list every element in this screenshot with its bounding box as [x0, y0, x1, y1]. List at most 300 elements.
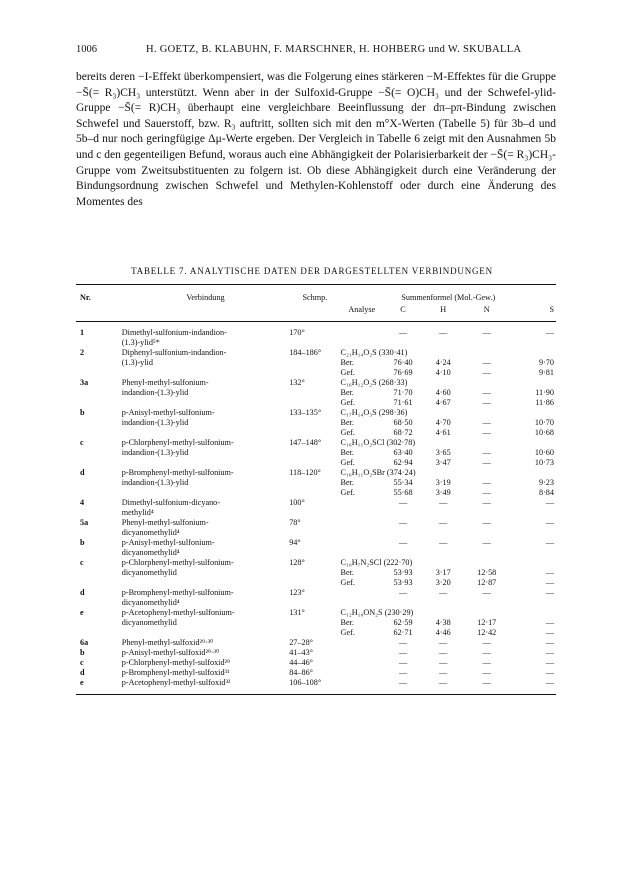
carbon-value: 55·68 — [393, 488, 413, 497]
compound-name: p-Bromphenyl-methyl-sulfonium- — [121, 468, 234, 477]
sulfur-value: — — [545, 498, 554, 507]
row-number — [76, 488, 122, 498]
melting-point — [289, 368, 340, 378]
compound-name: dicyanomethylid — [121, 568, 177, 577]
melting-point: 147–148° — [289, 438, 322, 447]
table-row — [76, 678, 556, 695]
analysis-or-formula — [341, 498, 383, 508]
row-number: d — [80, 668, 85, 677]
row-number: d — [80, 588, 85, 597]
melting-point — [289, 458, 340, 468]
sulfur-value: 10·73 — [534, 458, 554, 467]
melting-point — [289, 338, 340, 348]
row-number — [76, 548, 122, 558]
nitrogen-value: — — [482, 588, 491, 597]
compound-name: Phenyl-methyl-sulfonium- — [121, 518, 209, 527]
nitrogen-value: — — [482, 648, 491, 657]
nitrogen-value: 12·87 — [477, 578, 497, 587]
analysis-or-formula — [341, 548, 383, 558]
row-number — [76, 338, 122, 348]
sulfur-value: — — [545, 648, 554, 657]
melting-point: 41–43° — [289, 648, 313, 657]
nitrogen-value: — — [482, 398, 491, 407]
sulfur-value: 10·60 — [534, 448, 554, 457]
analysis-or-formula — [341, 322, 383, 339]
row-number — [76, 568, 122, 578]
sulfur-value — [510, 598, 556, 608]
hydrogen-value — [423, 338, 463, 348]
row-number — [76, 428, 122, 438]
compound-name: p-Anisyl-methyl-sulfoxid²⁹·³⁰ — [121, 648, 220, 657]
melting-point — [289, 478, 340, 488]
melting-point: 123° — [289, 588, 305, 597]
analysis-or-formula — [341, 518, 383, 528]
hydrogen-value: 4·70 — [435, 418, 451, 427]
melting-point — [289, 488, 340, 498]
row-number — [76, 448, 122, 458]
row-number: b — [80, 648, 85, 657]
melting-point: 44–46° — [289, 658, 313, 667]
carbon-value: — — [398, 658, 408, 667]
compound-name: p-Bromphenyl-methyl-sulfoxid³¹ — [121, 668, 230, 677]
melting-point: 131° — [289, 608, 305, 617]
carbon-value — [383, 548, 423, 558]
table-row — [76, 608, 556, 618]
melting-point — [289, 528, 340, 538]
hydrogen-value — [423, 598, 463, 608]
analysis-or-formula: Ber. — [340, 388, 354, 397]
melting-point: 84–86° — [289, 668, 313, 677]
hydrogen-value: 3·65 — [435, 448, 451, 457]
header-verbindung: Verbindung — [122, 285, 289, 305]
nitrogen-value — [463, 548, 510, 558]
compound-name: p-Chlorphenyl-methyl-sulfoxid²⁹ — [121, 658, 230, 667]
header-s: S — [510, 304, 556, 322]
hydrogen-value: 3·19 — [435, 478, 451, 487]
analysis-or-formula — [341, 538, 383, 548]
hydrogen-value — [423, 508, 463, 518]
sulfur-value: 8·84 — [538, 488, 554, 497]
row-number — [76, 578, 122, 588]
nitrogen-value: — — [482, 368, 491, 377]
sulfur-value: 9·23 — [538, 478, 554, 487]
analysis-or-formula — [341, 598, 383, 608]
compound-name: p-Acetophenyl-methyl-sulfonium- — [121, 608, 235, 617]
row-number: 3a — [80, 378, 89, 387]
melting-point — [289, 598, 340, 608]
sulfur-value — [510, 528, 556, 538]
table-row — [76, 538, 556, 548]
nitrogen-value: — — [482, 498, 491, 507]
melting-point — [289, 628, 340, 638]
melting-point: 27–28° — [289, 638, 313, 647]
hydrogen-value: — — [439, 658, 448, 667]
analysis-or-formula: Ber. — [340, 618, 354, 627]
row-number: d — [80, 468, 85, 477]
sulfur-value: — — [510, 678, 556, 695]
header-c: C — [383, 304, 423, 322]
compound-name: indandion-(1.3)-ylid — [121, 478, 189, 487]
sulfur-value — [510, 338, 556, 348]
sulfur-value: — — [545, 518, 554, 527]
carbon-value: 71·70 — [393, 388, 413, 397]
row-number — [76, 528, 122, 538]
hydrogen-value: — — [439, 648, 448, 657]
hydrogen-value: — — [439, 328, 448, 337]
row-number — [76, 458, 122, 468]
compound-name: indandion-(1.3)-ylid — [121, 388, 189, 397]
header-schmp: Schmp. — [289, 285, 340, 305]
sulfur-value: 11·90 — [535, 388, 554, 397]
nitrogen-value: 12·42 — [477, 628, 497, 637]
row-number — [76, 628, 122, 638]
hydrogen-value: 4·38 — [435, 618, 451, 627]
table-row — [76, 388, 556, 398]
page-number: 1006 — [76, 44, 97, 55]
melting-point: 132° — [289, 378, 305, 387]
melting-point: 128° — [289, 558, 305, 567]
table-row — [76, 658, 556, 668]
compound-name: methylid⁴ — [121, 508, 154, 517]
table-row — [76, 448, 556, 458]
nitrogen-value: — — [482, 638, 491, 647]
melting-point — [289, 398, 340, 408]
carbon-value: — — [398, 668, 408, 677]
nitrogen-value: 12·58 — [477, 568, 497, 577]
row-number: b — [80, 408, 85, 417]
sulfur-value: 10·68 — [534, 428, 554, 437]
table-body — [76, 322, 556, 695]
row-number: 6a — [80, 638, 89, 647]
compound-name — [122, 488, 289, 498]
compound-name: Phenyl-methyl-sulfoxid²⁹·³⁰ — [121, 638, 214, 647]
table-row — [76, 618, 556, 628]
melting-point: 133–135° — [289, 408, 322, 417]
table-row — [76, 498, 556, 508]
table-row — [76, 588, 556, 598]
analysis-or-formula — [341, 528, 383, 538]
nitrogen-value — [463, 528, 510, 538]
carbon-value: — — [398, 328, 408, 337]
hydrogen-value: 4·61 — [435, 428, 451, 437]
carbon-value: 62·71 — [393, 628, 413, 637]
hydrogen-value: 4·10 — [435, 368, 451, 377]
melting-point: 170° — [289, 328, 305, 337]
table-row — [76, 458, 556, 468]
table-row — [76, 368, 556, 378]
table-row — [76, 508, 556, 518]
table-row — [76, 338, 556, 348]
carbon-value — [383, 598, 423, 608]
carbon-value: — — [383, 678, 423, 695]
row-number — [76, 478, 122, 488]
sulfur-value — [510, 548, 556, 558]
analysis-or-formula: Gef. — [340, 628, 355, 637]
table-row — [76, 398, 556, 408]
header-nr: Nr. — [76, 285, 122, 305]
sulfur-value: — — [545, 628, 554, 637]
table-row — [76, 578, 556, 588]
sulfur-value — [510, 508, 556, 518]
melting-point — [289, 418, 340, 428]
melting-point — [289, 428, 340, 438]
hydrogen-value: 3·20 — [435, 578, 451, 587]
hydrogen-value: 3·17 — [435, 568, 451, 577]
row-number — [76, 618, 122, 628]
compound-name — [122, 368, 289, 378]
nitrogen-value: 12·17 — [477, 618, 497, 627]
sulfur-value: — — [545, 638, 554, 647]
compound-name — [122, 628, 289, 638]
analysis-or-formula: C₁₇H₁₄O₃S (298·36) — [340, 408, 408, 417]
nitrogen-value: — — [482, 538, 491, 547]
nitrogen-value: — — [482, 448, 491, 457]
analysis-or-formula — [341, 588, 383, 598]
table-row — [76, 518, 556, 528]
row-number — [76, 368, 122, 378]
compound-name: (1.3)-ylid — [121, 358, 153, 367]
table-row — [76, 528, 556, 538]
nitrogen-value: — — [482, 388, 491, 397]
compound-name: p-Anisyl-methyl-sulfonium- — [121, 538, 215, 547]
hydrogen-value: — — [439, 498, 448, 507]
table-row — [76, 378, 556, 388]
melting-point: 100° — [289, 498, 305, 507]
hydrogen-value: — — [439, 518, 448, 527]
row-number: 5a — [80, 518, 89, 527]
row-number — [76, 398, 122, 408]
melting-point — [289, 448, 340, 458]
hydrogen-value — [423, 548, 463, 558]
body-paragraph: bereits deren −I-Effekt überkompensiert, was die Folgerung eines stärkeren −M-Effektes für die Gruppe −S̄(= R₃)CH₃ unterstützt. Wenn aber in der Sulfoxid-Gruppe −S̄(= O)CH₃ und der Schwefel-ylid-Gruppe −S̄(= R)CH₃ überhaupt eine vergleichbare Beeinflussung der dπ–pπ-Bindung zwischen Schwefel und Sauerstoff, bzw. R₃ auftritt, sollten sich mit den m°X-Werten (Tabelle 5) für 3b–d und 5b–d nur noch geringfügige Δμ-Werte ergeben. Der Vergleich in Tabelle 6 zeigt mit den Ausnahmen 5b und c den gegenteiligen Befund, woraus auch eine Abhängigkeit der Polarisierbarkeit der −S̄(= R₃)CH₃-Gruppe vom Zweitsubstituenten zu folgern ist. Ob diese Abhängigkeit durch eine Veränderung der Bindungsordnung zwischen Schwefel und Methylen-Kohlenstoff oder durch eine Änderung des Momentes des — [76, 71, 556, 208]
analysis-or-formula — [341, 668, 383, 678]
analysis-or-formula: Gef. — [340, 368, 355, 377]
carbon-value: 62·94 — [393, 458, 413, 467]
hydrogen-value: — — [439, 588, 448, 597]
carbon-value: 55·34 — [393, 478, 413, 487]
row-number — [76, 418, 122, 428]
nitrogen-value: — — [482, 668, 491, 677]
nitrogen-value: — — [482, 488, 491, 497]
carbon-value: 68·72 — [393, 428, 413, 437]
analysis-or-formula: C₁₂H₁₀ON₂S (230·29) — [340, 608, 414, 617]
melting-point — [289, 358, 340, 368]
table-row — [76, 648, 556, 658]
melting-point — [289, 548, 340, 558]
carbon-value: — — [398, 638, 408, 647]
table-row — [76, 438, 556, 448]
row-number: c — [80, 438, 84, 447]
carbon-value: — — [398, 588, 408, 597]
carbon-value — [383, 528, 423, 538]
hydrogen-value: 4·46 — [435, 628, 451, 637]
carbon-value: — — [398, 648, 408, 657]
table-row — [76, 488, 556, 498]
analysis-or-formula: Ber. — [340, 418, 354, 427]
row-number: e — [76, 678, 122, 695]
nitrogen-value — [463, 598, 510, 608]
compound-name: p-Chlorphenyl-methyl-sulfonium- — [121, 438, 234, 447]
table-row — [76, 358, 556, 368]
analysis-or-formula: Gef. — [340, 398, 355, 407]
table-row — [76, 428, 556, 438]
carbon-value: 71·61 — [393, 398, 413, 407]
compound-name: Phenyl-methyl-sulfonium- — [121, 378, 209, 387]
compound-name: dicyanomethylid⁴ — [121, 598, 180, 607]
compound-name — [122, 458, 289, 468]
header-analyse: Analyse — [341, 304, 383, 322]
melting-point: 184–186° — [289, 348, 322, 357]
compound-name: (1.3)-ylid⁵* — [121, 338, 160, 347]
sulfur-value: 9·81 — [538, 368, 554, 377]
sulfur-value: 9·70 — [538, 358, 554, 367]
compound-name: Diphenyl-sulfonium-indandion- — [121, 348, 227, 357]
analysis-or-formula: Gef. — [340, 578, 355, 587]
carbon-value: 63·40 — [393, 448, 413, 457]
table-row — [76, 468, 556, 478]
compound-name: Dimethyl-sulfonium-indandion- — [121, 328, 227, 337]
hydrogen-value: 4·60 — [435, 388, 451, 397]
analysis-or-formula: Ber. — [340, 478, 354, 487]
header-n: N — [463, 304, 510, 322]
row-number — [76, 508, 122, 518]
table-row — [76, 322, 556, 339]
compound-name: p-Acetophenyl-methyl-sulfoxid³² — [122, 678, 289, 695]
sulfur-value: 11·86 — [535, 398, 554, 407]
hydrogen-value — [423, 528, 463, 538]
nitrogen-value — [463, 338, 510, 348]
melting-point — [289, 618, 340, 628]
table-row — [76, 348, 556, 358]
hydrogen-value: — — [423, 678, 463, 695]
carbon-value: 53·93 — [393, 578, 413, 587]
carbon-value: — — [398, 498, 408, 507]
table-row — [76, 638, 556, 648]
table-row — [76, 548, 556, 558]
row-number: b — [80, 538, 85, 547]
melting-point — [289, 388, 340, 398]
carbon-value: 62·59 — [393, 618, 413, 627]
melting-point: 94° — [289, 538, 301, 547]
sulfur-value: — — [545, 588, 554, 597]
compound-name — [122, 428, 289, 438]
carbon-value: 76·40 — [393, 358, 413, 367]
carbon-value: 53·93 — [393, 568, 413, 577]
table-row — [76, 668, 556, 678]
nitrogen-value: — — [482, 328, 491, 337]
nitrogen-value: — — [482, 458, 491, 467]
compound-name: dicyanomethylid⁴ — [121, 528, 180, 537]
table-caption: TABELLE 7. ANALYTISCHE DATEN DER DARGESTELLTEN VERBINDUNGEN — [131, 266, 493, 276]
header-summenformel: Summenformel (Mol.-Gew.) — [341, 285, 556, 305]
compound-name: p-Anisyl-methyl-sulfonium- — [121, 408, 215, 417]
analysis-or-formula: C₁₆H₁₁O₂SCl (302·78) — [340, 438, 416, 447]
melting-point — [289, 508, 340, 518]
melting-point: 118–120° — [289, 468, 321, 477]
carbon-value: — — [398, 538, 408, 547]
analysis-or-formula: Ber. — [340, 568, 354, 577]
melting-point: 106–108° — [289, 678, 340, 695]
analysis-or-formula: Gef. — [340, 488, 355, 497]
nitrogen-value: — — [482, 428, 491, 437]
table-row — [76, 558, 556, 568]
sulfur-value: — — [545, 568, 554, 577]
analysis-or-formula: Gef. — [340, 458, 355, 467]
nitrogen-value: — — [482, 478, 491, 487]
analysis-or-formula: Gef. — [340, 428, 355, 437]
sulfur-value: — — [545, 658, 554, 667]
table-row — [76, 628, 556, 638]
nitrogen-value — [463, 508, 510, 518]
compound-name: dicyanomethylid — [121, 618, 177, 627]
sulfur-value: — — [545, 578, 554, 587]
analysis-table — [76, 284, 556, 695]
carbon-value: 68·50 — [393, 418, 413, 427]
author-line: H. GOETZ, B. KLABUHN, F. MARSCHNER, H. HOHBERG und W. SKUBALLA — [146, 44, 522, 55]
analysis-or-formula — [341, 658, 383, 668]
nitrogen-value: — — [482, 418, 491, 427]
compound-name: dicyanomethylid⁴ — [121, 548, 180, 557]
carbon-value — [383, 338, 423, 348]
sulfur-value: 10·70 — [534, 418, 554, 427]
hydrogen-value: 3·49 — [435, 488, 451, 497]
compound-name — [122, 398, 289, 408]
compound-name: p-Chlorphenyl-methyl-sulfonium- — [121, 558, 234, 567]
analysis-or-formula: Ber. — [340, 448, 354, 457]
melting-point: 78° — [289, 518, 301, 527]
analysis-or-formula — [341, 678, 383, 695]
analysis-or-formula: C₁₀H₇N₂SCl (222·70) — [340, 558, 413, 567]
sulfur-value: — — [545, 668, 554, 677]
row-number — [76, 358, 122, 368]
analysis-or-formula — [341, 338, 383, 348]
row-number: c — [80, 558, 84, 567]
analysis-or-formula — [341, 648, 383, 658]
melting-point — [289, 578, 340, 588]
hydrogen-value: — — [439, 538, 448, 547]
melting-point — [289, 568, 340, 578]
analysis-or-formula — [341, 638, 383, 648]
sulfur-value: — — [545, 618, 554, 627]
row-number: 2 — [80, 348, 85, 357]
hydrogen-value: — — [439, 638, 448, 647]
row-number: 4 — [80, 498, 85, 507]
nitrogen-value: — — [463, 678, 510, 695]
carbon-value: 76·69 — [393, 368, 413, 377]
analysis-or-formula: Ber. — [340, 358, 354, 367]
nitrogen-value: — — [482, 658, 491, 667]
hydrogen-value: 3·47 — [435, 458, 451, 467]
sulfur-value: — — [545, 538, 554, 547]
table-row — [76, 408, 556, 418]
row-number — [76, 598, 122, 608]
analysis-or-formula: C₂₁H₁₄O₂S (330·41) — [340, 348, 408, 357]
table-row — [76, 418, 556, 428]
compound-name: indandion-(1.3)-ylid — [121, 418, 189, 427]
table-row — [76, 598, 556, 608]
hydrogen-value: 4·24 — [435, 358, 451, 367]
nitrogen-value: — — [482, 518, 491, 527]
table-row — [76, 478, 556, 488]
analysis-or-formula — [341, 508, 383, 518]
compound-name: p-Bromphenyl-methyl-sulfonium- — [121, 588, 234, 597]
nitrogen-value: — — [482, 358, 491, 367]
analysis-or-formula: C₁₆H₁₂O₂S (268·33) — [340, 378, 408, 387]
header-h: H — [423, 304, 463, 322]
analysis-or-formula: C₁₆H₁₁O₂SBr (374·24) — [340, 468, 416, 477]
table-row — [76, 568, 556, 578]
carbon-value — [383, 508, 423, 518]
